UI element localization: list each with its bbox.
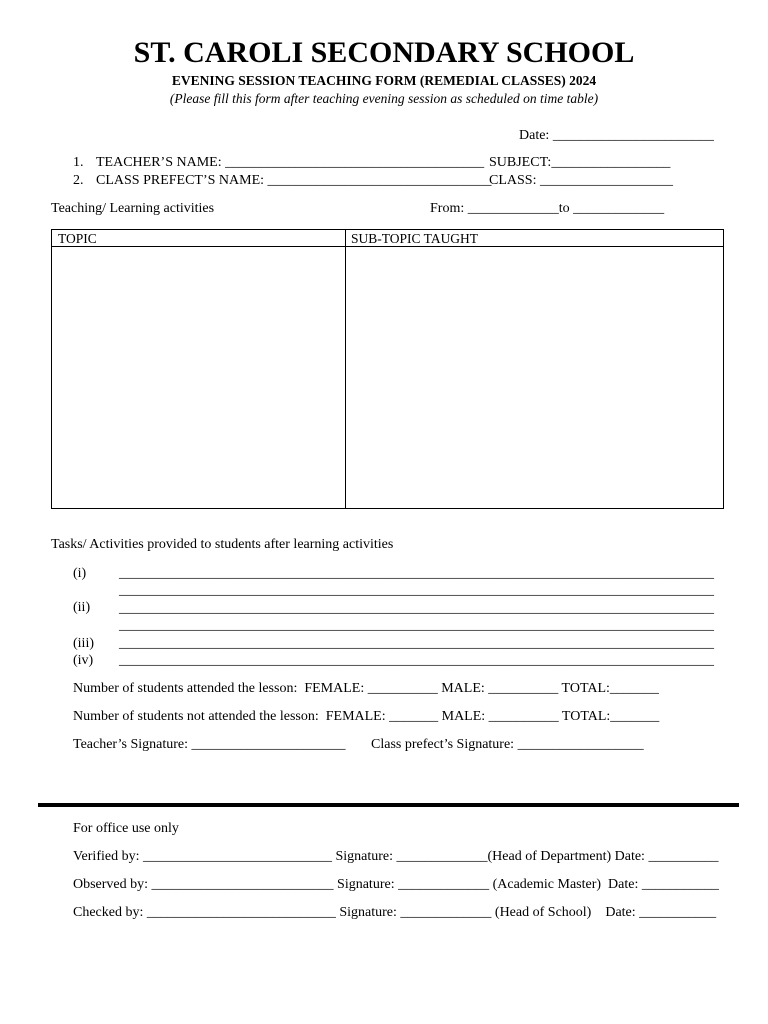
class-field[interactable]: CLASS: ___________________ [489,173,673,188]
table-header-topic: TOPIC [58,231,97,246]
task-numeral-1: (i) [73,566,87,581]
tasks-heading: Tasks/ Activities provided to students after learning activities [51,537,394,552]
checked-by-row[interactable]: Checked by: ___________________________ Signature: _____________ (Head of School) Date: ___________ [73,905,717,920]
task-line[interactable]: _____________________________________________________________________________________ [119,618,714,633]
task-line[interactable]: _____________________________________________________________________________________ [119,653,714,668]
not-attended-count-row[interactable]: Number of students not attended the lesson: FEMALE: _______ MALE: __________ TOTAL:_______ [73,709,660,724]
subtopic-cell[interactable] [346,247,723,508]
task-line[interactable]: _____________________________________________________________________________________ [119,601,714,616]
section-divider [38,803,739,807]
task-numeral-2: (ii) [73,600,91,615]
item-number-2: 2. [73,173,84,188]
form-instruction: (Please fill this form after teaching evening session as scheduled on time table) [169,91,599,106]
activities-label: Teaching/ Learning activities [51,201,215,216]
task-line[interactable]: _____________________________________________________________________________________ [119,566,714,581]
item-number-1: 1. [73,155,84,170]
table-header-subtopic: SUB-TOPIC TAUGHT [351,231,479,246]
observed-by-row[interactable]: Observed by: __________________________ Signature: _____________ (Academic Master) Date: ___________ [73,877,719,892]
attended-count-row[interactable]: Number of students attended the lesson: FEMALE: __________ MALE: __________ TOTAL:_______ [73,681,659,696]
class-prefect-name-field[interactable]: CLASS PREFECT’S NAME: ________________________________ [96,173,492,188]
school-name: ST. CAROLI SECONDARY SCHOOL [133,36,635,69]
topics-table [51,229,724,509]
form-title: EVENING SESSION TEACHING FORM (REMEDIAL CLASSES) 2024 [171,73,597,88]
office-use-heading: For office use only [73,821,179,836]
verified-by-row[interactable]: Verified by: ___________________________ Signature: _____________(Head of Department) Date: __________ [73,849,719,864]
prefect-signature-field[interactable]: Class prefect’s Signature: __________________ [371,737,644,752]
task-numeral-3: (iii) [73,636,94,651]
topic-cell[interactable] [52,247,345,508]
date-field[interactable]: Date: _______________________ [519,128,714,143]
task-numeral-4: (iv) [73,653,94,668]
task-line[interactable]: _____________________________________________________________________________________ [119,636,714,651]
subject-field[interactable]: SUBJECT:_________________ [489,155,671,170]
teacher-signature-field[interactable]: Teacher’s Signature: ______________________ [73,737,346,752]
task-line[interactable]: _____________________________________________________________________________________ [119,583,714,598]
from-to-field[interactable]: From: _____________to _____________ [430,201,665,216]
teacher-name-field[interactable]: TEACHER’S NAME: _____________________________________ [96,155,485,170]
